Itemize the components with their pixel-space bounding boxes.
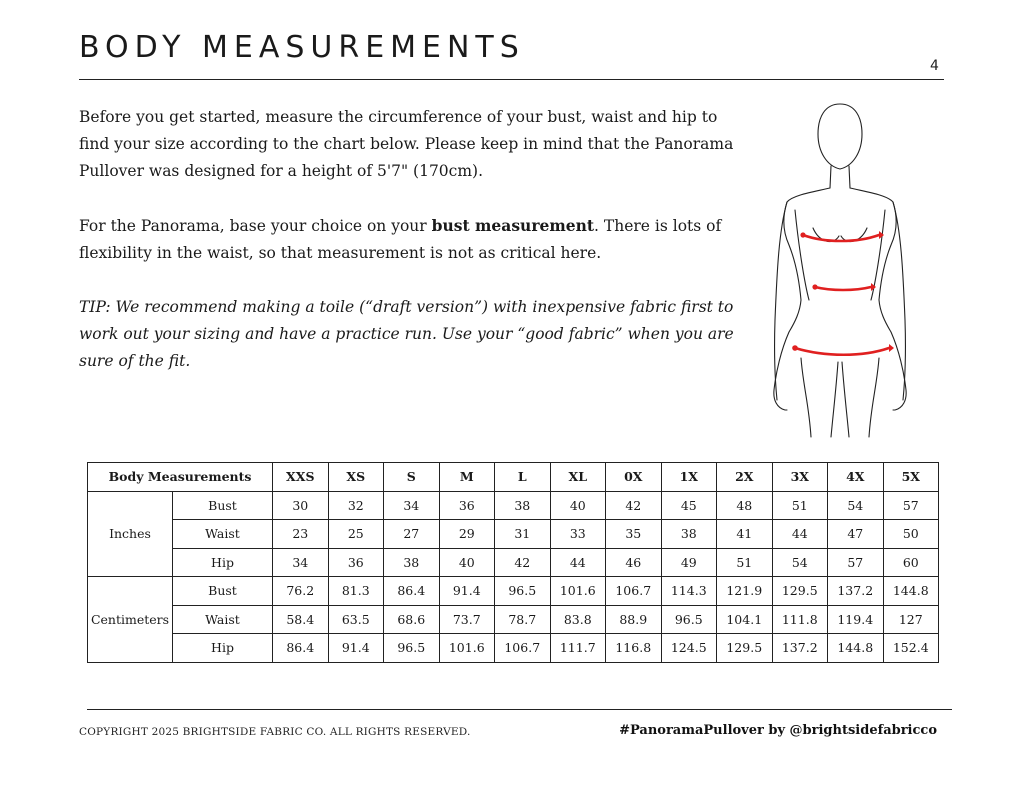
hip-marker-right xyxy=(889,344,894,352)
intro-paragraph-measure: Before you get started, measure the circumference of your bust, waist and hip to find your size according to the chart below. Please keep in mind that the Panorama Pullover was designed for a height of 5'7" (170cm). xyxy=(79,108,734,180)
table-cell: 129.5 xyxy=(717,634,773,663)
table-cell: 31 xyxy=(495,520,551,549)
unit-label-centimeters: Centimeters xyxy=(88,577,173,663)
table-cell: 38 xyxy=(661,520,717,549)
table-cell: 58.4 xyxy=(273,605,329,634)
table-cell: 54 xyxy=(772,548,828,577)
size-header: 1X xyxy=(661,463,717,492)
bust-text-prefix: For the Panorama, base your choice on your xyxy=(79,217,432,235)
size-header: 0X xyxy=(606,463,662,492)
left-leg-outline xyxy=(801,358,811,437)
hip-measure-line xyxy=(795,348,889,355)
table-cell: 83.8 xyxy=(550,605,606,634)
hip-marker-left xyxy=(792,345,798,351)
table-cell: 81.3 xyxy=(328,577,384,606)
table-cell: 32 xyxy=(328,491,384,520)
size-header: 5X xyxy=(883,463,939,492)
table-cell: 68.6 xyxy=(384,605,440,634)
size-chart-table xyxy=(87,462,939,663)
table-cell: 34 xyxy=(384,491,440,520)
size-header: S xyxy=(384,463,440,492)
table-cell: 137.2 xyxy=(828,577,884,606)
page-title: BODY MEASUREMENTS xyxy=(79,30,525,65)
size-header: 4X xyxy=(828,463,884,492)
table-cell: 86.4 xyxy=(384,577,440,606)
table-cell: 57 xyxy=(883,491,939,520)
table-cell: 38 xyxy=(495,491,551,520)
measure-label: Bust xyxy=(173,577,273,606)
table-cell: 23 xyxy=(273,520,329,549)
bust-text-emphasis: bust measurement xyxy=(431,216,595,235)
table-cell: 44 xyxy=(772,520,828,549)
table-cell: 47 xyxy=(828,520,884,549)
table-cell: 46 xyxy=(606,548,662,577)
intro-text xyxy=(79,104,739,375)
table-cell: 78.7 xyxy=(495,605,551,634)
table-row xyxy=(88,634,939,663)
page-number: 4 xyxy=(930,58,939,74)
table-cell: 121.9 xyxy=(717,577,773,606)
table-header-label: Body Measurements xyxy=(88,463,273,492)
table-cell: 116.8 xyxy=(606,634,662,663)
footer-divider xyxy=(87,709,952,710)
table-cell: 35 xyxy=(606,520,662,549)
table-cell: 44 xyxy=(550,548,606,577)
table-cell: 91.4 xyxy=(439,577,495,606)
right-leg-outline xyxy=(869,358,879,437)
table-cell: 104.1 xyxy=(717,605,773,634)
header-divider xyxy=(79,79,944,80)
table-cell: 48 xyxy=(717,491,773,520)
size-header: XL xyxy=(550,463,606,492)
table-cell: 129.5 xyxy=(772,577,828,606)
size-header: 2X xyxy=(717,463,773,492)
table-cell: 51 xyxy=(772,491,828,520)
table-cell: 86.4 xyxy=(273,634,329,663)
table-header-row xyxy=(88,463,939,492)
table-cell: 42 xyxy=(606,491,662,520)
waist-measure-line xyxy=(815,287,871,290)
table-cell: 42 xyxy=(495,548,551,577)
table-cell: 96.5 xyxy=(495,577,551,606)
table-cell: 49 xyxy=(661,548,717,577)
table-cell: 41 xyxy=(717,520,773,549)
table-cell: 124.5 xyxy=(661,634,717,663)
table-cell: 88.9 xyxy=(606,605,662,634)
table-cell: 106.7 xyxy=(495,634,551,663)
table-cell: 60 xyxy=(883,548,939,577)
tip-paragraph: TIP: We recommend making a toile (“draft version”) with inexpensive fabric first to work out your sizing and have a practice run. Use your “good fabric” when you are sure of the fit. xyxy=(79,298,734,370)
table-cell: 96.5 xyxy=(384,634,440,663)
table-cell: 40 xyxy=(550,491,606,520)
table-cell: 114.3 xyxy=(661,577,717,606)
table-cell: 30 xyxy=(273,491,329,520)
bust-text-suffix: . There is lots of flexibility in the waist, so that measurement is not as critical here. xyxy=(79,217,722,262)
table-cell: 63.5 xyxy=(328,605,384,634)
waist-marker-left xyxy=(812,284,817,289)
measure-label: Bust xyxy=(173,491,273,520)
table-cell: 101.6 xyxy=(550,577,606,606)
table-cell: 91.4 xyxy=(328,634,384,663)
table-cell: 27 xyxy=(384,520,440,549)
social-hashtag: #PanoramaPullover by @brightsidefabricco xyxy=(619,723,937,738)
table-cell: 76.2 xyxy=(273,577,329,606)
measure-label: Hip xyxy=(173,634,273,663)
table-cell: 144.8 xyxy=(883,577,939,606)
table-cell: 51 xyxy=(717,548,773,577)
table-cell: 45 xyxy=(661,491,717,520)
table-cell: 119.4 xyxy=(828,605,884,634)
size-header: M xyxy=(439,463,495,492)
table-cell: 33 xyxy=(550,520,606,549)
size-header: XS xyxy=(328,463,384,492)
table-row xyxy=(88,520,939,549)
table-cell: 57 xyxy=(828,548,884,577)
intro-paragraph-bust xyxy=(79,212,739,267)
table-cell: 111.7 xyxy=(550,634,606,663)
size-header: L xyxy=(495,463,551,492)
table-cell: 50 xyxy=(883,520,939,549)
table-cell: 127 xyxy=(883,605,939,634)
measure-label: Waist xyxy=(173,520,273,549)
table-row xyxy=(88,548,939,577)
table-cell: 34 xyxy=(273,548,329,577)
left-torso-inner xyxy=(795,210,809,300)
table-cell: 137.2 xyxy=(772,634,828,663)
table-cell: 73.7 xyxy=(439,605,495,634)
table-cell: 38 xyxy=(384,548,440,577)
inner-legs xyxy=(831,362,849,437)
body-measurement-figure-icon xyxy=(765,100,915,440)
table-cell: 96.5 xyxy=(661,605,717,634)
measure-label: Waist xyxy=(173,605,273,634)
table-cell: 36 xyxy=(328,548,384,577)
table-cell: 36 xyxy=(439,491,495,520)
unit-label-inches: Inches xyxy=(88,491,173,577)
table-row xyxy=(88,491,939,520)
table-row xyxy=(88,577,939,606)
table-cell: 54 xyxy=(828,491,884,520)
table-cell: 29 xyxy=(439,520,495,549)
table-cell: 101.6 xyxy=(439,634,495,663)
table-cell: 40 xyxy=(439,548,495,577)
measure-label: Hip xyxy=(173,548,273,577)
table-cell: 152.4 xyxy=(883,634,939,663)
copyright-notice: COPYRIGHT 2025 BRIGHTSIDE FABRIC CO. ALL RIGHTS RESERVED. xyxy=(79,726,471,738)
head-outline xyxy=(818,104,862,169)
table-cell: 25 xyxy=(328,520,384,549)
bust-marker-left xyxy=(800,232,805,237)
table-row xyxy=(88,605,939,634)
size-header: 3X xyxy=(772,463,828,492)
size-header: XXS xyxy=(273,463,329,492)
table-cell: 106.7 xyxy=(606,577,662,606)
table-cell: 111.8 xyxy=(772,605,828,634)
table-cell: 144.8 xyxy=(828,634,884,663)
